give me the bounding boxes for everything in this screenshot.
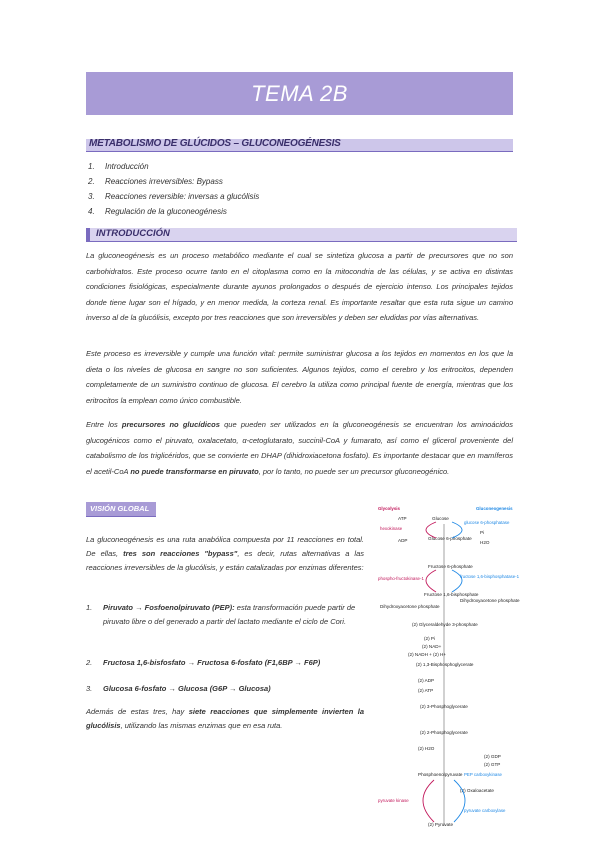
glycolysis-arrow <box>423 780 434 822</box>
toc-label: Regulación de la gluconeogénesis <box>105 207 227 216</box>
cofactor-label: (2) ADP <box>418 678 435 683</box>
toc-number: 4. <box>88 207 95 216</box>
reaction-head: Fructosa 1,6-bisfosfato → Fructosa 6-fosfato (F1,6BP → F6P) <box>103 658 321 667</box>
toc-item <box>88 159 259 174</box>
metabolite: Dihydroxyacetone phosphate <box>460 598 520 603</box>
vision-global-paragraph-1 <box>86 533 364 575</box>
cofactor-label: (2) H2O <box>418 746 435 751</box>
gluconeogenesis-header: Gluconeogenesis <box>476 506 513 511</box>
metabolite: (2) 1,3-Bisphosphoglycerate <box>416 662 474 667</box>
cofactor-label: ATP <box>398 516 407 521</box>
reaction-item <box>86 682 364 696</box>
reaction-item <box>86 601 364 645</box>
divider <box>86 516 156 517</box>
cofactor-label: ADP <box>398 538 408 543</box>
toc-item <box>88 174 259 189</box>
text-run: La gluconeogénesis es una ruta anabólica compuesta por 11 reacciones en total. De ellas, <box>86 535 364 558</box>
gluconeogenesis-pathway-diagram <box>376 500 520 845</box>
cofactor-label: (2) GTP <box>484 762 501 767</box>
toc-number: 3. <box>88 192 95 201</box>
metabolite: (2) 2-Phosphoglycerate <box>420 730 468 735</box>
text-run: que pueden ser utilizados en la gluconeogénesis se encuentran los aminoácidos glucogénicos como el piruvato, oxalacetato, α-cetoglutarato, succinil-CoA y fumarato, así como el glicerol proveniente del catabolismo de los triglicéridos, que se convierte en DHAP (dihidroxiacetona fosfato). Es importante destacar que en mamíferos el acetil-CoA <box>86 420 513 476</box>
reaction-text <box>103 601 364 629</box>
reaction-rest: esta transformación puede partir de piruvato libre o del generado a partir del lactato mediante el ciclo de Cori. <box>103 603 356 626</box>
reaction-item <box>86 656 364 670</box>
reaction-head: Piruvato → Fosfoenolpiruvato (PEP): <box>103 603 235 612</box>
text-bold: no puede transformarse en piruvato <box>130 466 259 476</box>
intro-paragraph-2: Este proceso es irreversible y cumple una función vital: permite suministrar glucosa a los tejidos en momentos en los que la dieta o los niveles de glucosa en sangre no son suficientes. Algunos tejidos, como el cerebro y los eritrocitos, dependen completamente de un suministro continuo de glucosa. El cerebro la utiliza como principal fuente de energía, mientras que los eritrocitos la emplean como único combustible. <box>86 349 513 405</box>
metabolite: Fructose 6-phosphate <box>428 564 473 569</box>
reaction-head: Glucosa 6-fosfato → Glucosa (G6P → Glucosa) <box>103 684 271 693</box>
page-title: TEMA 2B <box>251 81 348 106</box>
text-run: Entre los <box>86 420 122 429</box>
glycolysis-header: Glycolysis <box>378 506 400 511</box>
intro-heading: INTRODUCCIÓN <box>96 228 170 239</box>
enzyme-label: hexokinase <box>380 526 403 531</box>
reaction-text <box>103 656 364 670</box>
metabolite: (2) Glyceraldehyde 3-phosphate <box>412 622 478 627</box>
text-bold: siete reacciones que simplemente invierten la glucólisis <box>86 707 364 730</box>
text-bold: tres son reacciones "bypass" <box>123 549 238 558</box>
vision-global-paragraph-2 <box>86 705 364 733</box>
title-banner <box>86 72 513 115</box>
cofactor-label: (2) GDP <box>484 754 501 759</box>
text-run: , es decir, rutas alternativas a las reacciones irreversibles de la glucólisis, y están catalizadas por enzimas diferentes: <box>86 549 365 572</box>
enzyme-label: fructose 1,6-bisphosphatase-1 <box>460 574 520 579</box>
enzyme-label: PEP carboxykinase <box>464 772 502 777</box>
vision-global-heading-bar <box>86 502 156 516</box>
toc-label: Introducción <box>105 162 149 171</box>
intro-heading-bar <box>86 228 517 242</box>
intro-paragraph-1: La gluconeogénesis es un proceso metabólico mediante el cual se sintetiza glucosa a partir de precursores que no son carbohidratos. Este proceso ocurre tanto en el citoplasma como en la mitocondria de las células, y se activa en distintas condiciones fisiológicas, especialmente durante ayunos prolongados o después de ejercicio intenso. Los principales tejidos donde tiene lugar son el hígado, y en menor medida, la corteza renal. Es importante resaltar que esta ruta sigue un camino inverso al de la glucólisis, excepto por tres reacciones que son irreversibles y deben ser eludidas por vías alternativas. <box>86 251 513 322</box>
cofactor-label: Pi <box>480 530 485 535</box>
intro-paragraph-3 <box>86 417 513 479</box>
metabolite: (2) Oxaloacetate <box>460 788 494 793</box>
text-run: , por lo tanto, no puede ser un precursor gluconeogénico. <box>258 466 450 476</box>
text-bold: precursores no glucídicos <box>121 420 220 429</box>
enzyme-label: phospho-fructokinase-1 <box>378 576 424 581</box>
toc-item <box>88 189 259 204</box>
gluconeogenesis-arrow <box>454 780 465 822</box>
toc-number: 1. <box>88 162 95 171</box>
text-run: , utilizando las mismas enzimas que en esa ruta. <box>120 721 283 730</box>
metabolite: (2) 3-Phosphoglycerate <box>420 704 468 709</box>
reaction-number: 3. <box>86 684 93 693</box>
metabolite: Glucose 6-phosphate <box>428 536 472 541</box>
enzyme-label: pyruvate kinase <box>378 798 409 803</box>
reaction-number: 2. <box>86 658 93 667</box>
toc-item <box>88 204 259 219</box>
toc-label: Reacciones irreversibles: Bypass <box>105 177 223 186</box>
reaction-text <box>103 682 364 696</box>
metabolite: Dihydroxyacetone phosphate <box>380 604 440 609</box>
metabolite: (2) Pyruvate <box>428 822 454 827</box>
metabolite: Phosphoenolpyruvate <box>418 772 463 777</box>
reaction-number: 1. <box>86 603 93 612</box>
cofactor-label: (2) NADH + (2) H+ <box>408 652 447 657</box>
metabolite: Fructose 1,6-bisphosphate <box>424 592 479 597</box>
toc-label: Reacciones reversible: inversas a glucólisis <box>105 192 260 201</box>
enzyme-label: pyruvate carboxylase <box>464 808 506 813</box>
cofactor-label: (2) Pi <box>424 636 435 641</box>
toc-number: 2. <box>88 177 95 186</box>
cofactor-label: (2) NAD+ <box>422 644 442 649</box>
section-title: METABOLISMO DE GLÚCIDOS – GLUCONEOGÉNESIS <box>89 138 341 149</box>
cofactor-label: H2O <box>480 540 490 545</box>
section-title-bar <box>86 139 513 152</box>
enzyme-label: glucose 6-phosphatase <box>464 520 510 525</box>
cofactor-label: (2) ATP <box>418 688 434 693</box>
metabolite: Glucose <box>432 516 449 521</box>
vision-global-heading: VISIÓN GLOBAL <box>90 504 150 513</box>
table-of-contents <box>88 159 259 219</box>
glycolysis-arrow <box>426 570 436 592</box>
text-run: Además de estas tres, hay <box>86 707 189 716</box>
